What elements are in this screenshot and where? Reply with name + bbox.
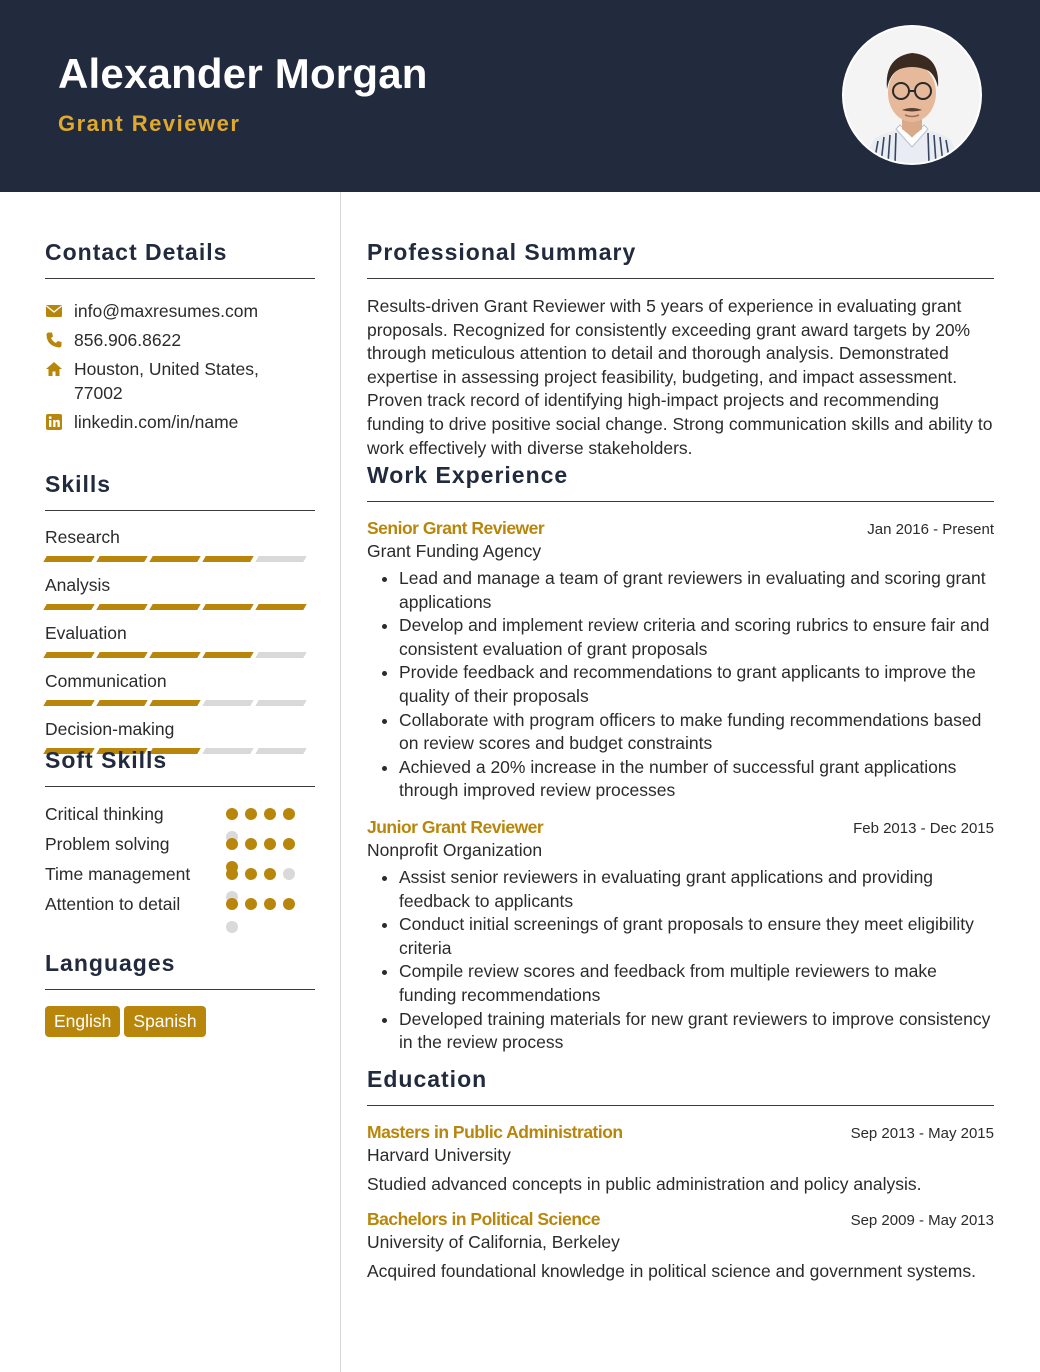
job-date: Feb 2013 - Dec 2015 (853, 819, 994, 837)
section-rule (45, 786, 315, 787)
resume-header (0, 0, 1040, 192)
skill-row (45, 574, 315, 610)
education-list (367, 1122, 994, 1283)
skill-label: Evaluation (45, 623, 127, 643)
soft-skills-section (45, 747, 315, 922)
avatar (844, 27, 980, 163)
education-description: Studied advanced concepts in public administration and policy analysis. (367, 1174, 922, 1194)
skill-rating-bar (45, 652, 315, 658)
home-icon (45, 360, 63, 378)
rating-dot-filled (283, 838, 295, 850)
languages-title: Languages (45, 950, 176, 976)
degree-title: Bachelors in Political Science (367, 1208, 601, 1229)
soft-skill-label: Problem solving (45, 834, 170, 854)
skills-title: Skills (45, 471, 112, 497)
skill-segment-filled (149, 652, 200, 658)
skill-segment-empty (255, 652, 306, 658)
skill-label: Analysis (45, 575, 111, 595)
job-entry (367, 817, 994, 1055)
education-date: Sep 2013 - May 2015 (850, 1125, 994, 1142)
skill-label: Communication (45, 671, 167, 691)
rating-dot-empty (283, 868, 295, 880)
job-header (367, 817, 994, 838)
skill-segment-filled (149, 700, 200, 706)
job-bullet: • Assist senior reviewers in evaluating grant applications and providing feedback to applicants (399, 866, 994, 913)
skill-segment-filled (202, 604, 253, 610)
contact-linkedin-text: linkedin.com/in/name (74, 412, 239, 432)
skills-list (45, 526, 315, 754)
section-rule (367, 278, 994, 279)
skill-segment-filled (96, 604, 147, 610)
skill-segment-filled (43, 604, 94, 610)
school-name: University of California, Berkeley (367, 1231, 620, 1252)
rating-dot-filled (245, 898, 257, 910)
languages-list (45, 1006, 315, 1037)
soft-skill-label: Time management (45, 864, 191, 884)
education-header (367, 1122, 994, 1143)
rating-dot-filled (245, 808, 257, 820)
skill-segment-filled (149, 556, 200, 562)
rating-dot-filled (245, 838, 257, 850)
job-header (367, 518, 994, 539)
summary-text: Results-driven Grant Reviewer with 5 years of experience in evaluating grant proposals. Recognized for consistently exceeding grant award targets by 20% through meticulous attention to detail and thorough analysis. Demonstrated expertise in assessing project feasibility, budgeting, and impact assessment. Proven track record of identifying high-impact projects and recommending funding to drive positive social change. Strong communication skills and ability to work effectively with diverse stakeholders. (367, 296, 993, 458)
skill-label: Research (45, 527, 120, 547)
summary-section (367, 239, 994, 460)
candidate-role: Grant Reviewer (58, 111, 241, 136)
skill-segment-empty (255, 700, 306, 706)
envelope-icon (45, 302, 63, 320)
job-date: Jan 2016 - Present (867, 521, 994, 538)
skill-row (45, 670, 315, 706)
education-header (367, 1209, 994, 1230)
contact-email[interactable] (45, 299, 315, 323)
skill-label: Decision-making (45, 719, 175, 739)
contact-linkedin[interactable] (45, 410, 315, 434)
rating-dot-filled (264, 838, 276, 850)
rating-dot-filled (283, 898, 295, 910)
skill-rating-bar (45, 604, 315, 610)
section-rule (45, 510, 315, 511)
contact-phone-text: 856.906.8622 (74, 330, 182, 350)
skill-segment-filled (96, 700, 147, 706)
education-entry (367, 1122, 994, 1197)
education-entry (367, 1209, 994, 1284)
soft-skills-title: Soft Skills (45, 747, 168, 773)
soft-skills-list (45, 802, 315, 916)
skill-segment-filled (149, 604, 200, 610)
experience-section (367, 462, 994, 1069)
candidate-name: Alexander Morgan (58, 50, 428, 97)
job-entry (367, 518, 994, 803)
rating-dot-filled (264, 868, 276, 880)
job-bullet: • Achieved a 20% increase in the number of successful grant applications through improved review processes (399, 756, 994, 803)
skill-segment-filled (96, 652, 147, 658)
school-name: Harvard University (367, 1145, 511, 1165)
job-bullets (367, 567, 994, 803)
education-section (367, 1066, 994, 1295)
summary-title: Professional Summary (367, 239, 637, 265)
rating-dot-empty (226, 921, 238, 933)
experience-title: Work Experience (367, 462, 569, 488)
skill-segment-filled (96, 556, 147, 562)
rating-dot-filled (264, 808, 276, 820)
rating-dot-filled (283, 808, 295, 820)
skill-segment-filled (43, 652, 94, 658)
skill-segment-filled (43, 700, 94, 706)
soft-skill-label: Critical thinking (45, 804, 164, 824)
skill-segment-empty (202, 700, 253, 706)
column-divider (340, 192, 341, 1372)
section-rule (45, 278, 315, 279)
soft-skill-row (45, 802, 315, 826)
job-title: Senior Grant Reviewer (367, 518, 545, 538)
job-bullet: • Provide feedback and recommendations to grant applicants to improve the quality of their proposals (399, 661, 994, 708)
rating-dot-filled (226, 808, 238, 820)
job-title: Junior Grant Reviewer (367, 816, 544, 837)
language-badge: English (45, 1006, 120, 1037)
job-bullet: • Lead and manage a team of grant reviewers in evaluating and scoring grant applications (399, 567, 994, 614)
skill-row (45, 526, 315, 562)
language-badge: Spanish (124, 1006, 205, 1037)
skill-segment-filled (255, 604, 306, 610)
rating-dot-filled (226, 898, 238, 910)
linkedin-icon (45, 413, 63, 431)
soft-skill-row (45, 832, 315, 856)
profile-photo (844, 27, 980, 163)
contact-email-text: info@maxresumes.com (74, 301, 259, 321)
job-bullet: • Compile review scores and feedback from multiple reviewers to make funding recommendations (399, 960, 994, 1007)
soft-skill-rating-dots (226, 898, 302, 933)
education-title: Education (367, 1066, 488, 1092)
job-bullet: • Developed training materials for new grant reviewers to improve consistency in the review process (399, 1008, 994, 1055)
section-rule (367, 501, 994, 502)
skills-section (45, 471, 315, 766)
section-rule (367, 1105, 994, 1106)
skill-segment-empty (255, 556, 306, 562)
soft-skill-label: Attention to detail (45, 894, 181, 914)
contact-section (45, 239, 315, 434)
soft-skill-row (45, 862, 315, 886)
soft-skill-row (45, 892, 315, 916)
jobs-list (367, 518, 994, 1055)
job-bullet: • Collaborate with program officers to make funding recommendations based on review scores and budget constraints (399, 709, 994, 756)
degree-title: Masters in Public Administration (367, 1122, 623, 1142)
contact-address (45, 357, 315, 405)
skill-rating-bar (45, 700, 315, 706)
skill-segment-filled (43, 556, 94, 562)
rating-dot-filled (226, 868, 238, 880)
skill-row (45, 622, 315, 658)
rating-dot-filled (226, 838, 238, 850)
education-date: Sep 2009 - May 2013 (850, 1211, 994, 1229)
skill-rating-bar (45, 556, 315, 562)
skill-segment-filled (202, 652, 253, 658)
rating-dot-filled (264, 898, 276, 910)
job-bullet: • Conduct initial screenings of grant proposals to ensure they meet eligibility criteria (399, 913, 994, 960)
languages-section (45, 950, 315, 1037)
job-organization: Grant Funding Agency (367, 541, 542, 561)
contact-title: Contact Details (45, 239, 228, 265)
education-description: Acquired foundational knowledge in political science and government systems. (367, 1260, 976, 1281)
skill-segment-filled (202, 556, 253, 562)
job-bullet: • Develop and implement review criteria and scoring rubrics to ensure fair and consistent evaluation of grant proposals (399, 614, 994, 661)
rating-dot-filled (245, 868, 257, 880)
job-bullets (367, 866, 994, 1055)
contact-phone[interactable] (45, 328, 315, 352)
contact-address-text: Houston, United States, 77002 (74, 359, 259, 403)
section-rule (45, 989, 315, 990)
phone-icon (45, 331, 63, 349)
job-organization: Nonprofit Organization (367, 839, 543, 860)
